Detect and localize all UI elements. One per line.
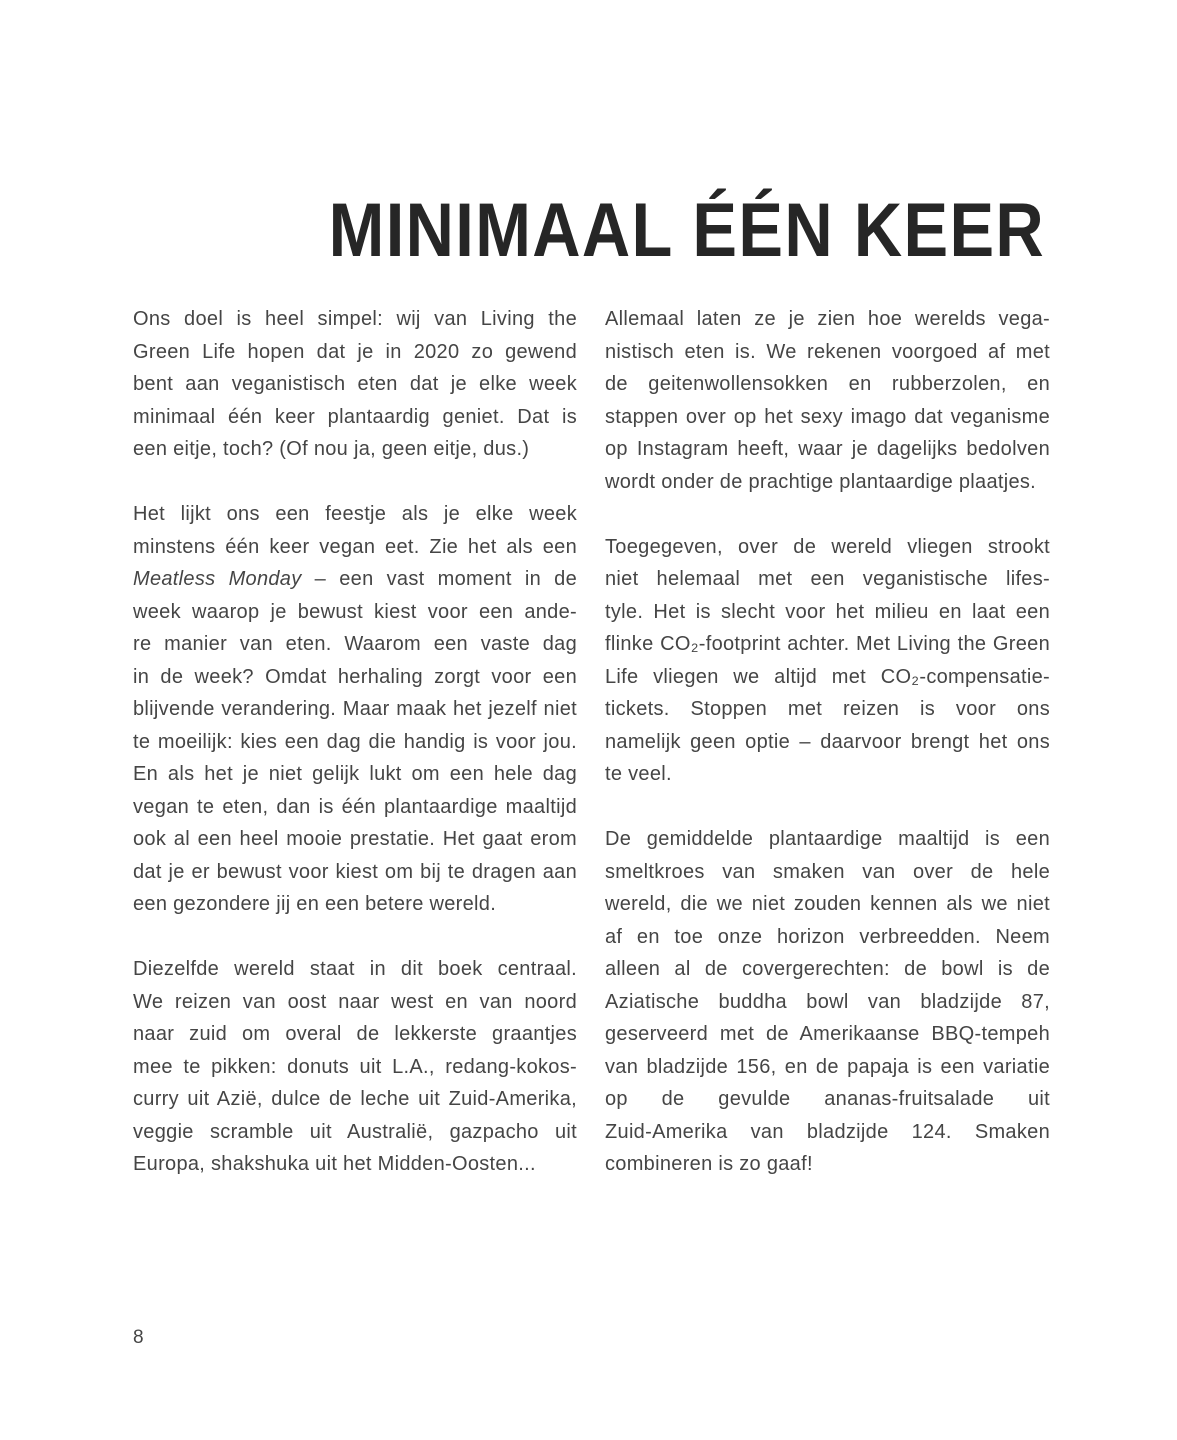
text-line: alleen al de covergerechten: de bowl is de: [605, 958, 1050, 980]
text-line: minimaal één keer plantaardig geniet. Dat is: [133, 405, 577, 428]
text-line: niet helemaal met een veganistische lifes-: [605, 568, 1050, 590]
text-line: Green Life hopen dat je in 2020 zo gewend: [133, 340, 577, 363]
text-line: tickets. Stoppen met reizen is voor ons: [605, 698, 1050, 720]
text-line: Zuid-Amerika van bladzijde 124. Smaken: [605, 1120, 1050, 1143]
text-line: op de gevulde ananas-fruitsalade uit: [605, 1088, 1050, 1110]
text-line: Life vliegen we altijd met CO₂-compensatie-: [605, 665, 1050, 688]
text-line: De gemiddelde plantaardige maaltijd is een: [605, 828, 1050, 850]
text-line: veggie scramble uit Australië, gazpacho uit: [133, 1120, 577, 1143]
text-line: van bladzijde 156, en de papaja is een variatie: [605, 1055, 1050, 1078]
text-line: tyle. Het is slecht voor het milieu en laat een: [605, 600, 1050, 623]
text-line: geserveerd met de Amerikaanse BBQ-tempeh: [605, 1023, 1050, 1045]
text-line: wordt onder de prachtige plantaardige plaatjes.: [605, 470, 1037, 493]
text-line: ook al een heel mooie prestatie. Het gaat erom: [133, 828, 577, 850]
text-line: re manier van eten. Waarom een vaste dag: [133, 633, 577, 655]
paragraph: [133, 953, 577, 1181]
text-line: Toegegeven, over de wereld vliegen strookt: [605, 535, 1050, 558]
text-line: in de week? Omdat herhaling zorgt voor een: [133, 665, 577, 688]
text-line: stappen over op het sexy imago dat veganisme: [605, 405, 1050, 428]
paragraph: [133, 303, 577, 466]
text-line: minstens één keer vegan eet. Zie het als een: [133, 535, 577, 558]
text-line: te veel.: [605, 763, 672, 785]
text-line: mee te pikken: donuts uit L.A., redang-kokos-: [133, 1055, 577, 1078]
text-line: namelijk geen optie – daarvoor brengt het ons: [605, 730, 1050, 753]
text-line: blijvende verandering. Maar maak het jezelf niet: [133, 698, 577, 720]
text-line: dat je er bewust voor kiest om bij te dragen aan: [133, 860, 577, 883]
paragraph: [605, 531, 1050, 791]
text-column-right: [605, 303, 1050, 1181]
text-line: naar zuid om overal de lekkerste graantjes: [133, 1023, 577, 1045]
paragraph: [133, 498, 577, 921]
text-line: de geitenwollensokken en rubberzolen, en: [605, 373, 1050, 395]
text-column-left: [133, 303, 577, 1181]
text-line: En als het je niet gelijk lukt om een hele dag: [133, 763, 577, 785]
text-line: We reizen van oost naar west en van noord: [133, 990, 577, 1013]
text-line: Allemaal laten ze je zien hoe werelds vega-: [605, 308, 1050, 330]
text-line: week waarop je bewust kiest voor een ande-: [133, 600, 577, 623]
text-line: Diezelfde wereld staat in dit boek centraal.: [133, 958, 577, 980]
text-line: Aziatische buddha bowl van bladzijde 87,: [605, 990, 1050, 1013]
text-line: vegan te eten, dan is één plantaardige maaltijd: [133, 795, 577, 818]
text-line: Europa, shakshuka uit het Midden-Oosten...: [133, 1153, 536, 1175]
text-line: af en toe onze horizon verbreedden. Neem: [605, 925, 1050, 948]
text-line: wereld, die we niet zouden kennen als we niet: [605, 893, 1050, 915]
paragraph: [605, 303, 1050, 498]
text-line: Meatless Monday – een vast moment in de: [133, 568, 577, 590]
text-line: smeltkroes van smaken van over de hele: [605, 860, 1050, 883]
text-line: een gezondere jij en een betere wereld.: [133, 893, 497, 915]
text-line: Ons doel is heel simpel: wij van Living the: [133, 308, 577, 330]
page-title: MINIMAAL ÉÉN KEER: [328, 188, 1045, 273]
text-line: curry uit Azië, dulce de leche uit Zuid-Amerika,: [133, 1088, 577, 1110]
text-line: nistisch eten is. We rekenen voorgoed af met: [605, 340, 1050, 363]
text-line: op Instagram heeft, waar je dagelijks bedolven: [605, 438, 1050, 460]
text-line: Het lijkt ons een feestje als je elke week: [133, 503, 577, 525]
text-line: combineren is zo gaaf!: [605, 1153, 813, 1175]
paragraph: [605, 823, 1050, 1181]
text-line: flinke CO₂-footprint achter. Met Living the Green: [605, 633, 1050, 655]
text-line: bent aan veganistisch eten dat je elke week: [133, 373, 577, 395]
text-line: te moeilijk: kies een dag die handig is voor jou.: [133, 730, 577, 753]
text-line: een eitje, toch? (Of nou ja, geen eitje, dus.): [133, 438, 530, 460]
page-number: 8: [133, 1327, 144, 1348]
